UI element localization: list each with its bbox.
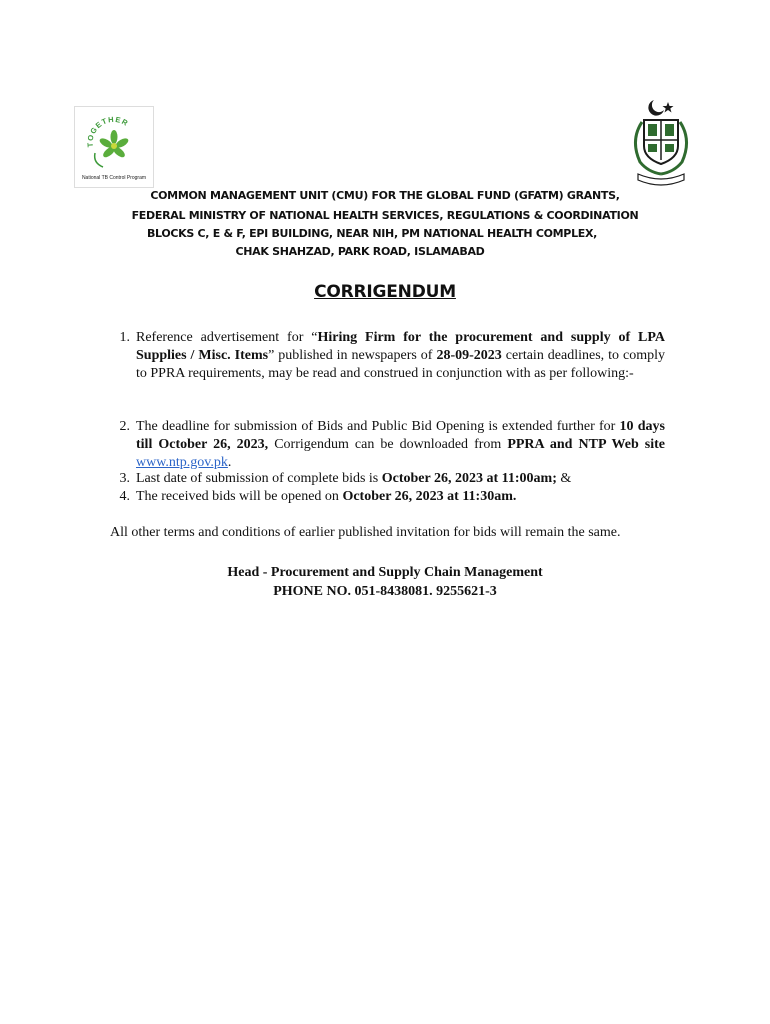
- list-item-number: 1.: [119, 330, 130, 345]
- list-item-3: [110, 470, 665, 488]
- list-item-text: Last date of submission of complete bids is October 26, 2023 at 11:00am; &: [136, 471, 572, 486]
- header-line-2: FEDERAL MINISTRY OF NATIONAL HEALTH SERVICES, REGULATIONS & COORDINATION: [131, 209, 639, 222]
- list-item-number: 2.: [119, 419, 130, 434]
- document-title: CORRIGENDUM: [314, 282, 456, 302]
- list-item-1: [110, 329, 665, 383]
- closing-paragraph: All other terms and conditions of earlier published invitation for bids will remain the same.: [110, 525, 621, 540]
- header-line-1: COMMON MANAGEMENT UNIT (CMU) FOR THE GLOBAL FUND (GFATM) GRANTS,: [150, 189, 620, 202]
- ntp-logo: [74, 106, 154, 188]
- logo-ring-text: TOGETHER: [85, 114, 131, 148]
- list-item-2: [110, 418, 665, 472]
- ntp-website-link[interactable]: www.ntp.gov.pk: [136, 455, 228, 470]
- list-item-number: 3.: [119, 471, 130, 486]
- header-line-4: CHAK SHAHZAD, PARK ROAD, ISLAMABAD: [235, 245, 485, 258]
- header-line-3: BLOCKS C, E & F, EPI BUILDING, NEAR NIH, PM NATIONAL HEALTH COMPLEX,: [146, 227, 598, 240]
- list-item-text: Reference advertisement for “Hiring Firm for the procurement and supply of LPA Supplies / Misc. Items” published in newspapers of 28-09-2023 certain deadlines, to comply to PPRA requirements, may be read and construed in conjunction with as per following:-: [136, 330, 665, 381]
- logo-caption: National TB Control Program: [81, 175, 147, 181]
- list-item-4: [110, 488, 665, 506]
- signature-title: Head - Procurement and Supply Chain Management: [227, 565, 543, 580]
- signature-phone: PHONE NO. 051-8438081. 9255621-3: [273, 584, 497, 599]
- list-item-text: The received bids will be opened on October 26, 2023 at 11:30am.: [136, 489, 517, 504]
- list-item-number: 4.: [119, 489, 130, 504]
- pakistan-state-emblem-icon: [624, 98, 698, 186]
- together-leaf-logo-icon: [75, 107, 153, 177]
- list-item-text: The deadline for submission of Bids and Public Bid Opening is extended further for 10 days till October 26, 2023, Corrigendum can be downloaded from PPRA and NTP Web site www.ntp.gov.pk.: [136, 419, 665, 470]
